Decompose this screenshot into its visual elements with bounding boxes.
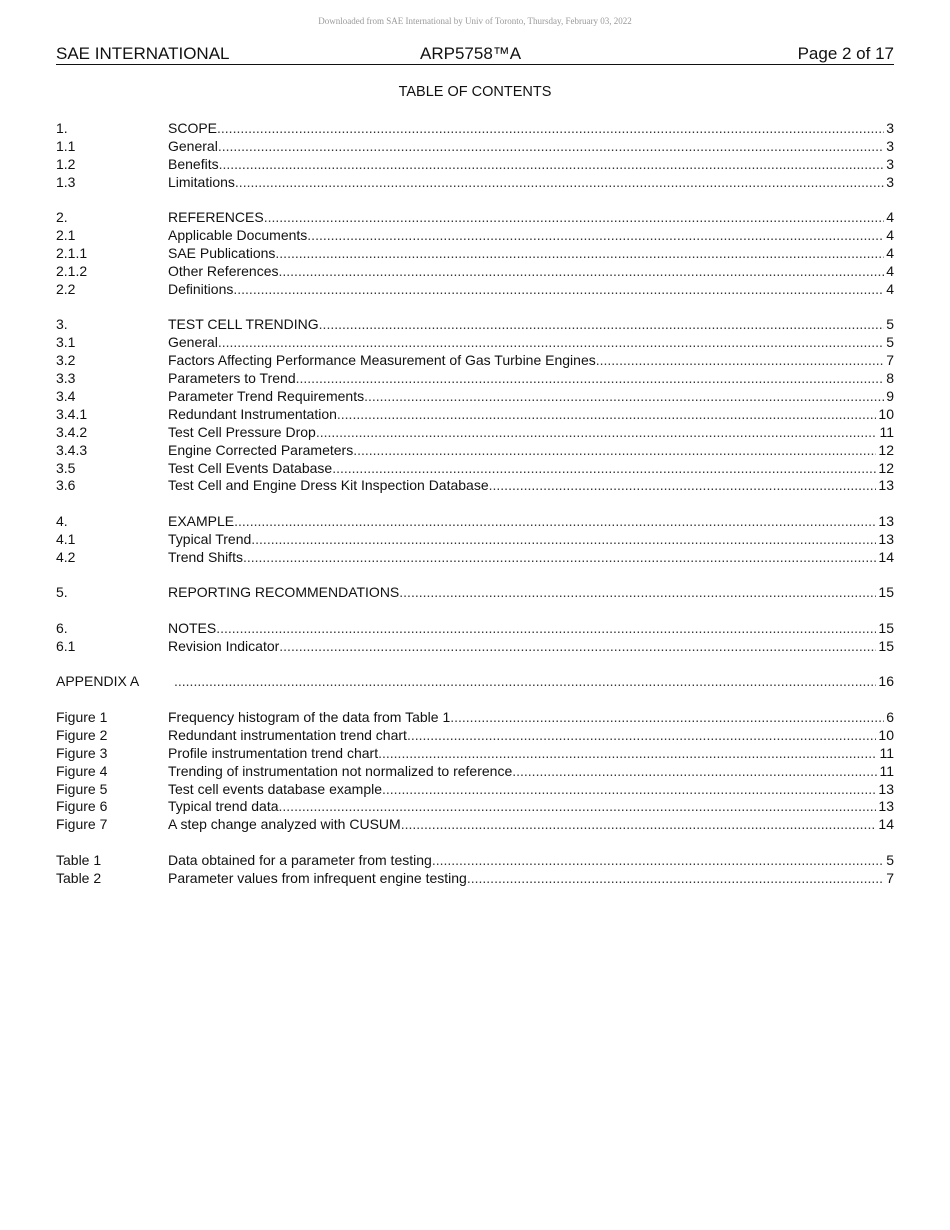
dot-leader [218,138,884,156]
toc-entry-line [168,406,894,424]
toc-entry[interactable] [56,281,894,299]
toc-entry-page: 12 [878,441,894,458]
dot-leader [364,388,884,406]
toc-entry-line [168,245,894,263]
toc-entry[interactable] [56,852,894,870]
toc-entry-page: 11 [879,423,894,440]
toc-entry-page: 5 [886,334,894,351]
dot-leader [382,781,876,799]
toc-entry[interactable] [56,781,894,799]
toc-entry[interactable] [56,352,894,370]
toc-entry-page: 8 [886,370,894,387]
toc-group-tables [56,852,894,888]
toc-entry-page: 7 [886,352,894,369]
toc-entry-title: REFERENCES [168,209,264,226]
dot-leader [467,870,884,888]
toc-entry[interactable] [56,334,894,352]
toc-entry-number: Figure 4 [56,762,108,779]
toc-entry-number: 2.1.2 [56,262,88,279]
toc-entry-line [168,781,894,799]
toc-title: TABLE OF CONTENTS [398,84,552,100]
toc-entry-line [168,424,894,442]
toc-entry-number: 5. [56,584,68,601]
toc-entry-title: A step change analyzed with CUSUM [168,816,401,833]
dot-leader [243,549,876,567]
toc-entry-number: 1. [56,120,68,136]
dot-leader [307,227,884,245]
toc-entry-line [168,870,894,888]
toc-entry-page: 7 [886,869,894,886]
toc-entry-line [168,673,894,691]
dot-leader [399,584,876,602]
toc-entry-title: Trend Shifts [168,548,243,565]
toc-entry-line [168,209,894,227]
toc-entry-page: 16 [878,673,894,690]
page-indicator: Page 2 of 17 [797,44,894,63]
toc-entry-title: SAE Publications [168,245,276,262]
toc-group-references [56,209,894,298]
toc-entry-line [168,549,894,567]
toc-entry[interactable] [56,620,894,638]
toc-entry-page: 11 [879,762,894,779]
toc-entry[interactable] [56,709,894,727]
toc-entry-number: Figure 6 [56,798,108,815]
toc-entry-title: Definitions [168,280,234,297]
toc-entry-page: 9 [886,387,894,404]
page-header [56,44,894,65]
toc-entry-title: Test cell events database example [168,780,383,797]
toc-entry-page: 5 [886,851,894,868]
toc-entry-number: 3.6 [56,477,76,494]
toc-entry-line [168,352,894,370]
toc-group-appendix [56,673,894,691]
toc-entry[interactable] [56,138,894,156]
toc-entry[interactable] [56,174,894,192]
toc-group-example [56,513,894,567]
toc-entry[interactable] [56,156,894,174]
table-of-contents [56,120,894,905]
toc-entry-title: Factors Affecting Performance Measurement of Gas Turbine Engines [168,352,596,369]
toc-entry-page: 14 [878,548,894,565]
dot-leader [264,209,885,227]
dot-leader [332,460,876,478]
dot-leader [279,263,885,281]
toc-entry-page: 13 [878,780,894,797]
toc-entry-page: 3 [886,173,894,190]
toc-entry-number: 3.4 [56,387,76,404]
toc-entry-line [168,263,894,281]
toc-entry-page: 3 [886,120,894,136]
toc-entry-title: Test Cell Pressure Drop [168,423,316,440]
dot-leader [279,798,877,816]
toc-entry-page: 3 [886,155,894,172]
toc-entry-page: 11 [879,744,894,761]
toc-entry-number: Figure 1 [56,708,108,725]
dot-leader [235,174,884,192]
document-number: ARP5758™A [420,44,522,63]
toc-entry-line [168,477,894,495]
toc-entry-page: 5 [886,316,894,333]
toc-entry-title: General [168,137,218,154]
toc-entry-title: Data obtained for a parameter from testing [168,851,432,868]
toc-entry-line [168,531,894,549]
toc-group-notes [56,620,894,656]
toc-entry-number: Figure 3 [56,744,108,761]
toc-entry-number: Table 2 [56,869,102,886]
toc-entry[interactable] [56,424,894,442]
toc-entry-number: 2. [56,209,68,226]
toc-entry-number: 3.4.3 [56,441,88,458]
toc-entry[interactable] [56,316,894,334]
dot-leader [275,245,884,263]
toc-entry-number: Figure 2 [56,726,108,743]
toc-entry-line [168,709,894,727]
dot-leader [596,352,884,370]
toc-entry-title: Parameter Trend Requirements [168,387,365,404]
toc-entry-title: Other References [168,262,279,279]
toc-entry-number: 3.3 [56,370,76,387]
toc-entry-line [168,227,894,245]
toc-entry[interactable] [56,209,894,227]
toc-entry-number: Table 1 [56,851,102,868]
toc-entry-title: Applicable Documents [168,227,308,244]
toc-entry[interactable] [56,763,894,781]
toc-entry-number: Figure 5 [56,780,108,797]
toc-entry-number: 2.1 [56,227,76,244]
dot-leader [407,727,876,745]
dot-leader [296,370,885,388]
toc-group-test-cell-trending [56,316,894,495]
toc-entry-line [168,798,894,816]
dot-leader [432,852,884,870]
toc-entry-line [168,763,894,781]
toc-group-scope [56,120,894,192]
toc-entry[interactable] [56,549,894,567]
toc-entry-page: 15 [878,619,894,636]
organization-name: SAE INTERNATIONAL [56,44,230,63]
toc-entry-page: 10 [878,405,894,422]
dot-leader [337,406,877,424]
toc-entry-line [168,816,894,834]
toc-entry-page: 4 [886,280,894,297]
toc-entry-page: 6 [886,708,894,725]
toc-entry-title: General [168,334,218,351]
dot-leader [489,477,877,495]
toc-entry-line [168,120,894,138]
toc-entry-title: TEST CELL TRENDING [168,316,319,333]
toc-entry-page: 4 [886,227,894,244]
toc-entry-title: REPORTING RECOMMENDATIONS [168,584,400,601]
toc-entry-title: Typical trend data [168,798,279,815]
toc-entry-page: 15 [878,637,894,654]
toc-entry-line [168,727,894,745]
toc-entry[interactable] [56,227,894,245]
dot-leader [353,442,876,460]
toc-entry-line [168,156,894,174]
toc-entry-page: 13 [878,798,894,815]
toc-entry-line [168,138,894,156]
toc-entry-page: 12 [878,459,894,476]
toc-entry-title: Frequency histogram of the data from Table 1 [168,708,451,725]
toc-entry[interactable] [56,531,894,549]
toc-entry-title: Profile instrumentation trend chart [168,744,379,761]
toc-entry[interactable] [56,816,894,834]
toc-entry-title: Revision Indicator [168,637,280,654]
toc-entry-line [168,745,894,763]
toc-entry-title: Typical Trend [168,530,252,547]
toc-entry-line [168,442,894,460]
toc-entry-line [168,388,894,406]
toc-entry-number: 4. [56,512,68,529]
toc-entry-title: Limitations [168,173,235,190]
toc-entry-number: 4.2 [56,548,76,565]
toc-entry-page: 14 [878,816,894,833]
toc-entry-title: Redundant instrumentation trend chart [168,726,407,743]
toc-entry-title: Parameter values from infrequent engine testing [168,869,467,886]
toc-entry[interactable] [56,406,894,424]
toc-entry-page: 3 [886,137,894,154]
toc-entry[interactable] [56,442,894,460]
toc-entry-line [168,852,894,870]
toc-group-reporting [56,584,894,602]
toc-entry-number: 1.2 [56,155,76,172]
toc-entry-number: 3.1 [56,334,76,351]
toc-entry-title: NOTES [168,619,217,636]
toc-entry-page: 4 [886,262,894,279]
toc-entry[interactable] [56,263,894,281]
download-watermark: Downloaded from SAE International by Univ of Toronto, Thursday, February 03, 2022 [318,16,632,26]
dot-leader [234,513,876,531]
dot-leader [216,620,876,638]
toc-entry[interactable] [56,460,894,478]
toc-entry-line [168,334,894,352]
toc-entry[interactable] [56,513,894,531]
dot-leader [450,709,884,727]
toc-entry-number: 2.2 [56,280,76,297]
dot-leader [217,120,884,138]
dot-leader [174,673,876,691]
toc-entry[interactable] [56,370,894,388]
toc-entry[interactable] [56,673,894,691]
toc-entry-page: 10 [878,726,894,743]
toc-entry-page: 4 [886,209,894,226]
dot-leader [378,745,877,763]
toc-entry-number: 1.3 [56,173,76,190]
toc-entry[interactable] [56,870,894,888]
toc-entry-number: 3.4.1 [56,405,88,422]
toc-entry[interactable] [56,584,894,602]
toc-entry[interactable] [56,120,894,138]
toc-entry-number: Figure 7 [56,816,108,833]
toc-entry-number: 2.1.1 [56,245,88,262]
toc-entry[interactable] [56,745,894,763]
toc-entry-line [168,460,894,478]
toc-entry-number: 3.5 [56,459,76,476]
toc-entry-title: Test Cell and Engine Dress Kit Inspection Database [168,477,489,494]
dot-leader [233,281,884,299]
toc-entry-line [168,513,894,531]
toc-entry-title: SCOPE [168,120,218,136]
toc-entry-title: EXAMPLE [168,512,235,529]
toc-entry-line [168,638,894,656]
dot-leader [512,763,877,781]
toc-entry-number: 3.4.2 [56,423,88,440]
toc-entry-number: APPENDIX A [56,673,140,690]
toc-entry-number: 4.1 [56,530,76,547]
toc-entry-page: 4 [886,245,894,262]
toc-entry-line [168,316,894,334]
toc-entry-page: 13 [878,512,894,529]
toc-entry-title: Trending of instrumentation not normalized to reference [168,762,513,779]
toc-entry-line [168,370,894,388]
dot-leader [401,816,877,834]
dot-leader [279,638,876,656]
toc-entry-title: Engine Corrected Parameters [168,441,354,458]
dot-leader [319,316,885,334]
toc-entry[interactable] [56,388,894,406]
toc-entry-number: 6.1 [56,637,76,654]
toc-entry-page: 13 [878,530,894,547]
dot-leader [316,424,878,442]
toc-entry-number: 6. [56,619,68,636]
toc-entry-line [168,174,894,192]
dot-leader [251,531,876,549]
toc-entry[interactable] [56,245,894,263]
dot-leader [219,156,885,174]
toc-entry[interactable] [56,638,894,656]
toc-group-figures [56,709,894,834]
toc-entry[interactable] [56,798,894,816]
toc-entry-line [168,281,894,299]
toc-entry-page: 13 [878,477,894,494]
toc-entry-line [168,584,894,602]
toc-entry-title: Test Cell Events Database [168,459,333,476]
toc-entry[interactable] [56,477,894,495]
toc-entry-title: Benefits [168,155,219,172]
toc-entry-number: 3. [56,316,68,333]
toc-entry-number: 3.2 [56,352,76,369]
toc-entry-number: 1.1 [56,137,76,154]
toc-entry[interactable] [56,727,894,745]
toc-entry-line [168,620,894,638]
dot-leader [218,334,884,352]
toc-entry-page: 15 [878,584,894,601]
toc-entry-title: Parameters to Trend [168,370,296,387]
toc-entry-title: Redundant Instrumentation [168,405,337,422]
